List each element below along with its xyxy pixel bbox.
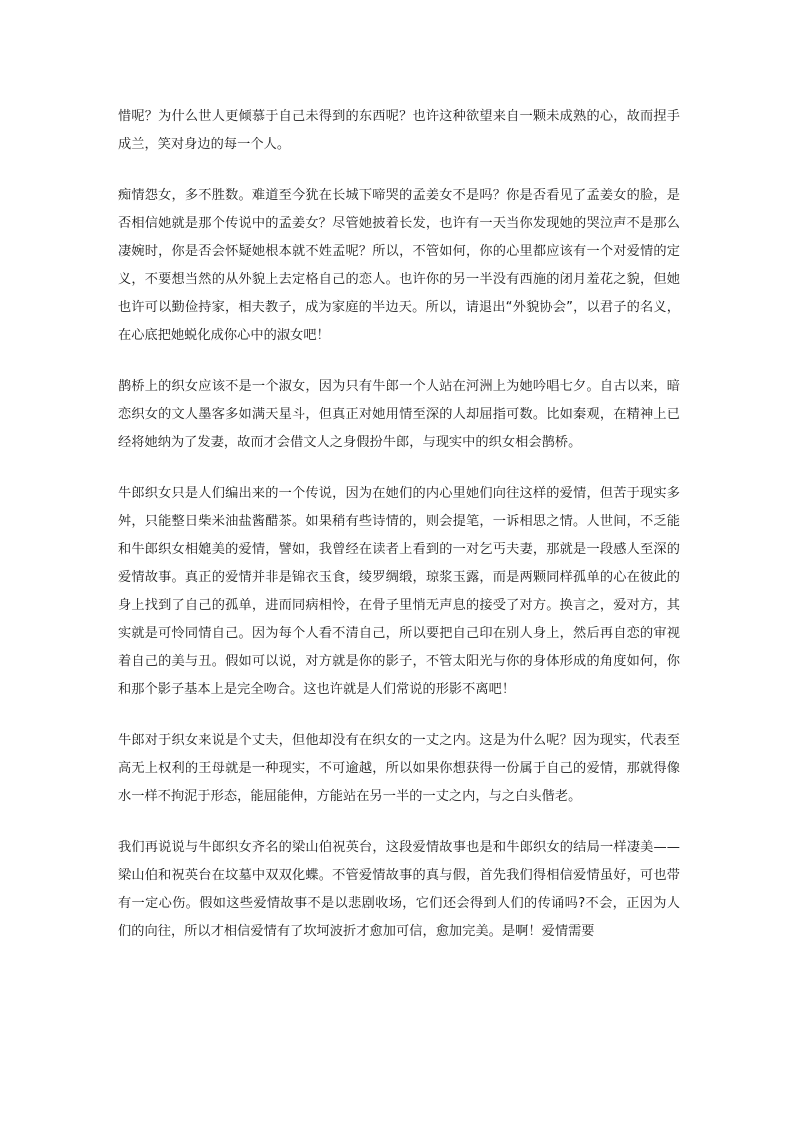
paragraph-2: 痴情怨女，多不胜数。难道至今犹在长城下啼哭的孟姜女不是吗？你是否看见了孟姜女的脸，是否相信她就是那个传说中的孟姜女？尽管她披着长发，也许有一天当你发现她的哭泣声不是那么凄婉时，你是否会怀疑她根本就不姓孟呢？所以，不管如何，你的心里都应该有一个对爱情的定义，不要想当然的从外貌上去定格自己的恋人。也许你的另一半没有西施的闭月羞花之貌，但她也许可以勤俭持家，相夫教子，成为家庭的半边天。所以，请退出“外貌协会”，以君子的名义，在心底把她蜕化成你心中的淑女吧！ [118,188,680,343]
paragraph-4: 牛郎织女只是人们编出来的一个传说，因为在她们的内心里她们向往这样的爱情，但苦于现实多舛，只能整日柴米油盐酱醋茶。如果稍有些诗情的，则会提笔，一诉相思之情。人世间，不乏能和牛郎织女相媲美的爱情，譬如，我曾经在读者上看到的一对乞丐夫妻，那就是一段感人至深的爱情故事。真正的爱情并非是锦衣玉食，绫罗绸缎，琼浆玉露，而是两颗同样孤单的心在彼此的身上找到了自己的孤单，进而同病相怜，在骨子里悄无声息的接受了对方。换言之，爱对方，其实就是可怜同情自己。因为每个人看不清自己，所以要把自己印在别人身上，然后再自恋的审视着自己的美与丑。假如可以说，对方就是你的影子，不管太阳光与你的身体形成的角度如何，你和那个影子基本上是完全吻合。这也许就是人们常说的形影不离吧！ [118,486,680,697]
paragraph-1: 惜呢？为什么世人更倾慕于自己未得到的东西呢？也许这种欲望来自一颗未成熟的心，故而捏手成兰，笑对身边的每一个人。 [118,109,680,152]
paragraph-3: 鹊桥上的织女应该不是一个淑女，因为只有牛郎一个人站在河洲上为她吟唱七夕。自古以来，暗恋织女的文人墨客多如满天星斗，但真正对她用情至深的人却屈指可数。比如秦观，在精神上已经将她纳为了发妻，故而才会借文人之身假扮牛郎，与现实中的织女相会鹊桥。 [118,379,680,450]
paragraph-5: 牛郎对于织女来说是个丈夫，但他却没有在织女的一丈之内。这是为什么呢？因为现实，代表至高无上权利的王母就是一种现实，不可逾越，所以如果你想获得一份属于自己的爱情，那就得像水一样不拘泥于形态，能屈能伸，方能站在另一半的一丈之内，与之白头偕老。 [118,733,680,804]
document-body [118,103,680,969]
paragraph-6: 我们再说说与牛郎织女齐名的梁山伯祝英台，这段爱情故事也是和牛郎织女的结局一样凄美——梁山伯和祝英台在坟墓中双双化蝶。不管爱情故事的真与假，首先我们得相信爱情虽好，可也带有一定心伤。假如这些爱情故事不是以悲剧收场，它们还会得到人们的传诵吗?不会，正因为人们的向往，所以才相信爱情有了坎坷波折才愈加可信，愈加完美。是啊！爱情需要 [118,840,680,939]
